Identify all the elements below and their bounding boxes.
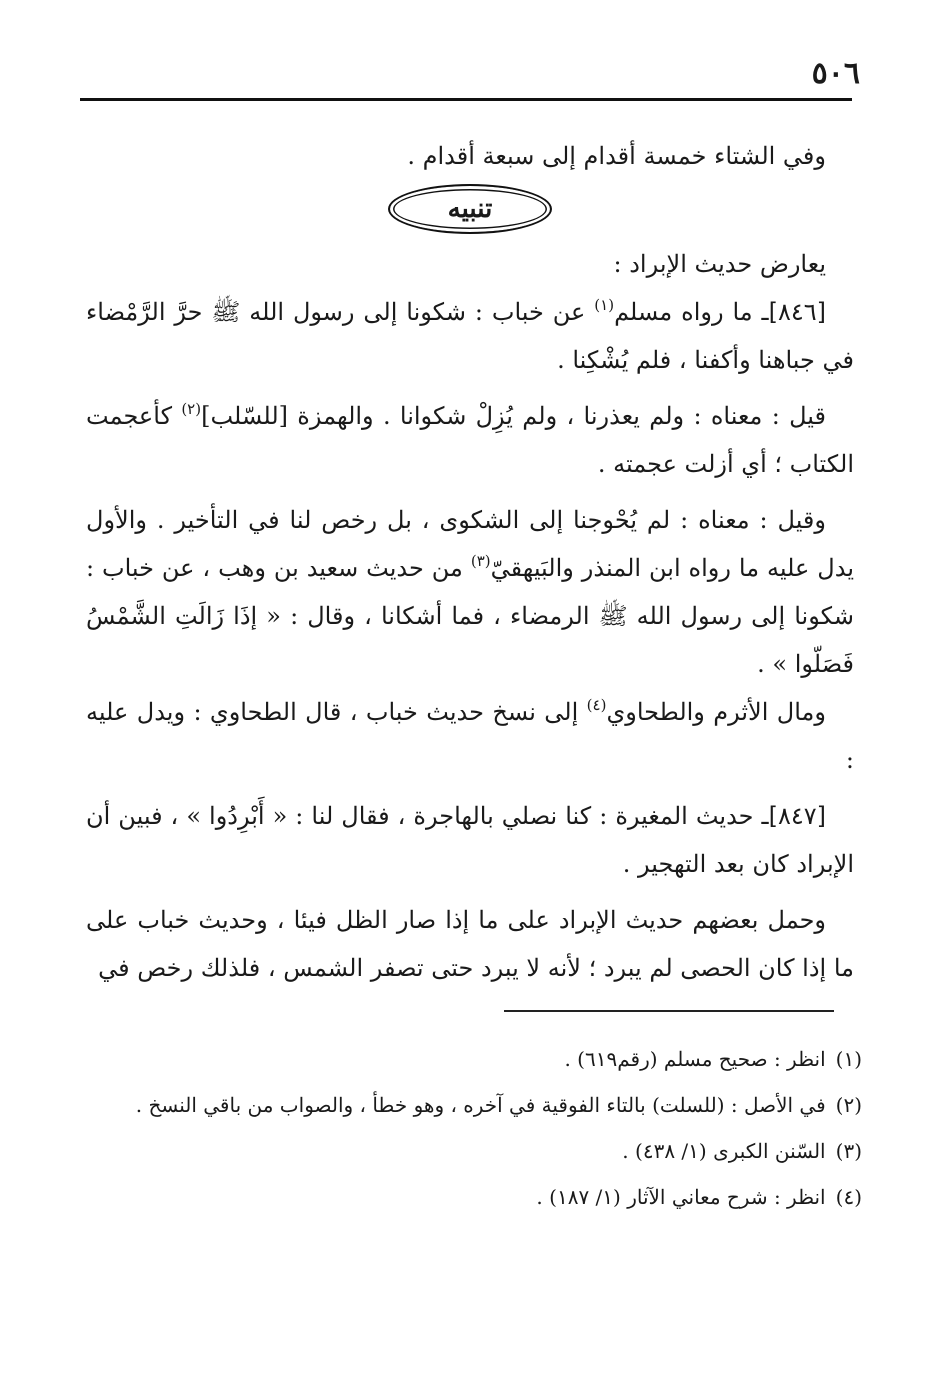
page-number: ٥٠٦: [811, 56, 860, 91]
hadith-846-lead: ـ ما رواه مسلم: [614, 298, 769, 326]
footnote-ref-4: (٤): [586, 696, 607, 714]
footnote-4-text: انظر : شرح معاني الآثار (١/ ١٨٧) .: [536, 1185, 826, 1209]
footnote-2-text: في الأصل : (للسلت) بالتاء الفوقية في آخره ، وهو خطأ ، والصواب من باقي النسخ .: [135, 1093, 826, 1117]
footnote-separator: [504, 1010, 834, 1012]
hadith-846: [86, 288, 854, 384]
hadith-847-text: ـ حديث المغيرة : كنا نصلي بالهاجرة ، فقال لنا : « أَبْرِدُوا » ، فبين أن الإبراد كان بعد التهجير .: [86, 802, 854, 878]
athram-tail: إلى نسخ حديث خباب ، قال الطحاوي : ويدل عليه :: [86, 698, 854, 774]
qil-1-tail: كأعجمت الكتاب ؛ أي أزلت عجمته .: [86, 402, 854, 478]
closing-paragraph: وحمل بعضهم حديث الإبراد على ما إذا صار الظل فيئا ، وحديث خباب على ما إذا كان الحصى لم يبرد ؛ لأنه لا يبرد حتى تصفر الشمس ، فلذلك رخص في: [86, 906, 854, 982]
heading-block: [86, 180, 854, 240]
footnote-2: [86, 1082, 862, 1128]
main-text: [86, 132, 854, 992]
header-rule: [80, 98, 852, 101]
footnote-4: [86, 1174, 862, 1220]
footnote-ref-3: (٣): [470, 552, 491, 570]
hadith-847-number: [٨٤٧]: [768, 802, 826, 830]
qil-2-tail: من حديث سعيد بن وهب ، عن خباب : شكونا إلى رسول الله ﷺ الرمضاء ، فما أشكانا ، وقال : « إذَا زَالَتِ الشَّمْسُ فَصَلّوا » .: [86, 554, 854, 678]
hadith-846-text: عن خباب : شكونا إلى رسول الله ﷺ حرَّ الرَّمْضاء في جباهنا وأكفنا ، فلم يُشْكِنا .: [86, 298, 854, 374]
footnote-3-number: (٣): [835, 1139, 862, 1163]
footnote-3-text: السّنن الكبرى (١/ ٤٣٨) .: [622, 1139, 826, 1163]
footnote-2-number: (٢): [835, 1093, 862, 1117]
intro-line: وفي الشتاء خمسة أقدام إلى سبعة أقدام .: [407, 142, 826, 170]
opposition-line: يعارض حديث الإبراد :: [613, 250, 826, 278]
section-heading: تنبيه: [447, 194, 493, 224]
hadith-846-number: [٨٤٦]: [768, 298, 826, 326]
footnote-1-text: انظر : صحيح مسلم (رقم٦١٩) .: [564, 1047, 826, 1071]
footnote-4-number: (٤): [835, 1185, 862, 1209]
heading-ornament: [388, 184, 552, 234]
qil-paragraph-1: [86, 392, 854, 488]
footnote-3: [86, 1128, 862, 1174]
athram-lead: ومال الأثرم والطحاوي: [606, 698, 826, 726]
footnotes: [86, 1036, 862, 1220]
footnote-ref-1: (١): [594, 296, 615, 314]
footnote-ref-2: (٢): [181, 400, 202, 418]
hadith-847: [86, 792, 854, 888]
qil-paragraph-2: [86, 496, 854, 688]
athram-paragraph: [86, 688, 854, 784]
footnote-1: [86, 1036, 862, 1082]
qil-2-lead: وقيل : معناه : لم يُحْوجنا إلى الشكوى ، بل رخص لنا في التأخير . والأول يدل عليه ما رواه ابن المنذر والبَيهقيّ: [86, 506, 854, 582]
qil-1-lead: قيل : معناه : ولم يعذرنا ، ولم يُزِلْ شكوانا . والهمزة [للسّلب]: [201, 402, 827, 430]
footnote-1-number: (١): [835, 1047, 862, 1071]
